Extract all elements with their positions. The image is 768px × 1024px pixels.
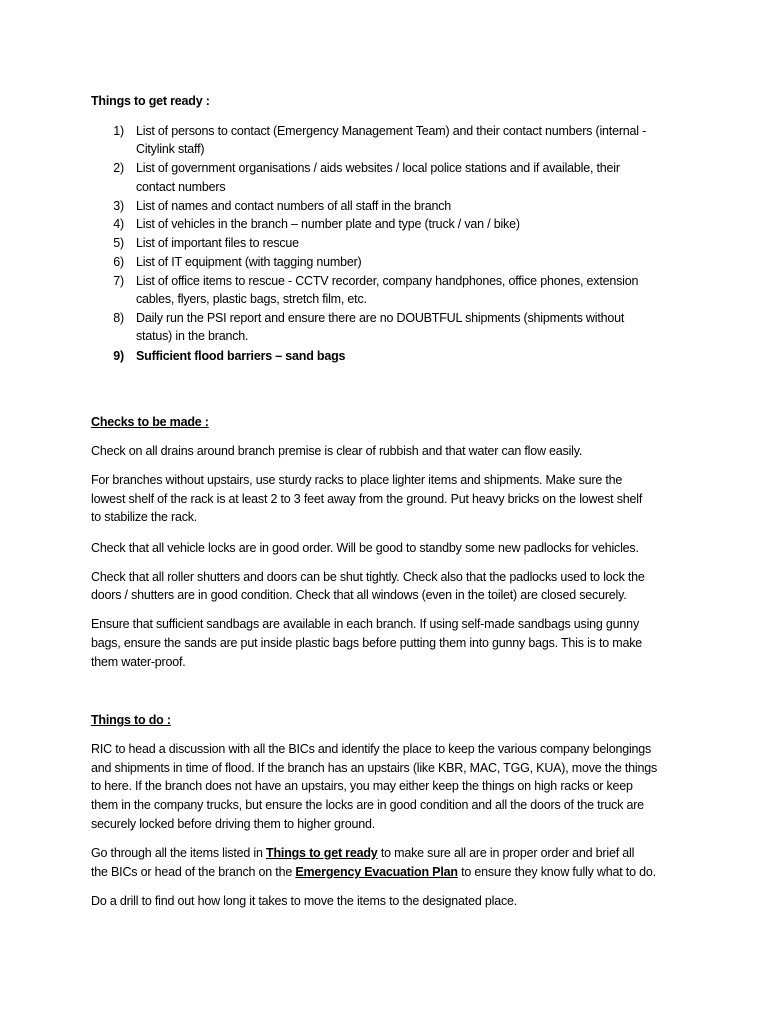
paragraph-line: securely locked before driving them to higher ground. [91, 817, 376, 831]
list-item-number: 6) [113, 255, 124, 269]
check-paragraph: Check on all drains around branch premise is clear of rubbish and that water can flow easily. [91, 444, 583, 458]
list-item-number: 7) [113, 274, 124, 288]
paragraph-line: Ensure that sufficient sandbags are available in each branch. If using self-made sandbags using gunny [91, 617, 639, 631]
paragraph-line: and shipments in time of flood. If the branch has an upstairs (like KBR, MAC, TGG, KUA), move the things [91, 761, 658, 775]
paragraph-line: them in the company trucks, but ensure the locks are in good condition and all the doors of the truck are [91, 798, 644, 812]
list-item-number: 2) [113, 161, 124, 175]
list-item-number: 9) [113, 349, 124, 363]
paragraph-line: doors / shutters are in good condition. Check that all windows (even in the toilet) are closed securely. [91, 588, 627, 602]
list-item-text: contact numbers [136, 180, 226, 194]
list-item-text: List of names and contact numbers of all staff in the branch [136, 199, 452, 213]
text-run: to ensure they know fully what to do. [457, 865, 656, 879]
text-run: Go through all the items listed in [91, 846, 267, 860]
list-item-number: 5) [113, 236, 124, 250]
paragraph-line: Check that all roller shutters and doors can be shut tightly. Check also that the padlocks used to lock the [91, 570, 645, 584]
list-item-text: List of vehicles in the branch – number plate and type (truck / van / bike) [136, 217, 520, 231]
paragraph-line: lowest shelf of the rack is at least 2 to 3 feet away from the ground. Put heavy bricks on the lowest shelf [91, 492, 643, 506]
list-item-number: 8) [113, 311, 124, 325]
paragraph-line [91, 844, 634, 863]
paragraph-line [91, 863, 656, 882]
list-item-text: List of government organisations / aids websites / local police stations and if available, their [136, 161, 620, 175]
things-to-do-paragraph: Do a drill to find out how long it takes to move the items to the designated place. [91, 894, 518, 908]
list-item-text: Daily run the PSI report and ensure there are no DOUBTFUL shipments (shipments without [136, 311, 625, 325]
text-run: to make sure all are in proper order and brief all [377, 846, 635, 860]
list-item-text: cables, flyers, plastic bags, stretch film, etc. [136, 292, 367, 306]
list-item-number: 3) [113, 199, 124, 213]
list-item-text: List of important files to rescue [136, 236, 299, 250]
paragraph-line: For branches without upstairs, use sturdy racks to place lighter items and shipments. Make sure the [91, 473, 623, 487]
list-item-text: Citylink staff) [136, 142, 205, 156]
paragraph-line: to stabilize the rack. [91, 510, 198, 524]
paragraph-line: to here. If the branch does not have an upstairs, you may either keep the things on high racks or keep [91, 779, 633, 793]
list-item-number: 1) [113, 124, 124, 138]
list-item-text: List of IT equipment (with tagging number) [136, 255, 362, 269]
heading-checks-to-be-made: Checks to be made : [91, 415, 209, 429]
list-item-text: Sufficient flood barriers – sand bags [136, 349, 346, 363]
heading-things-to-get-ready: Things to get ready : [91, 94, 210, 108]
check-paragraph: Check that all vehicle locks are in good order. Will be good to standby some new padlocks for vehicles. [91, 541, 639, 555]
heading-things-to-do: Things to do : [91, 713, 171, 727]
list-item-text: List of office items to rescue - CCTV recorder, company handphones, office phones, extension [136, 274, 639, 288]
list-item-number: 4) [113, 217, 124, 231]
paragraph-line: them water-proof. [91, 655, 186, 669]
text-run: the BICs or head of the branch on the [91, 865, 296, 879]
list-item-text: status) in the branch. [136, 329, 249, 343]
reference-emergency-evacuation-plan: Emergency Evacuation Plan [295, 865, 458, 879]
reference-things-to-get-ready: Things to get ready [266, 846, 378, 860]
paragraph-line: RIC to head a discussion with all the BICs and identify the place to keep the various company belongings [91, 742, 652, 756]
paragraph-line: bags, ensure the sands are put inside plastic bags before putting them into gunny bags. This is to make [91, 636, 643, 650]
list-item-text: List of persons to contact (Emergency Management Team) and their contact numbers (internal - [136, 124, 647, 138]
